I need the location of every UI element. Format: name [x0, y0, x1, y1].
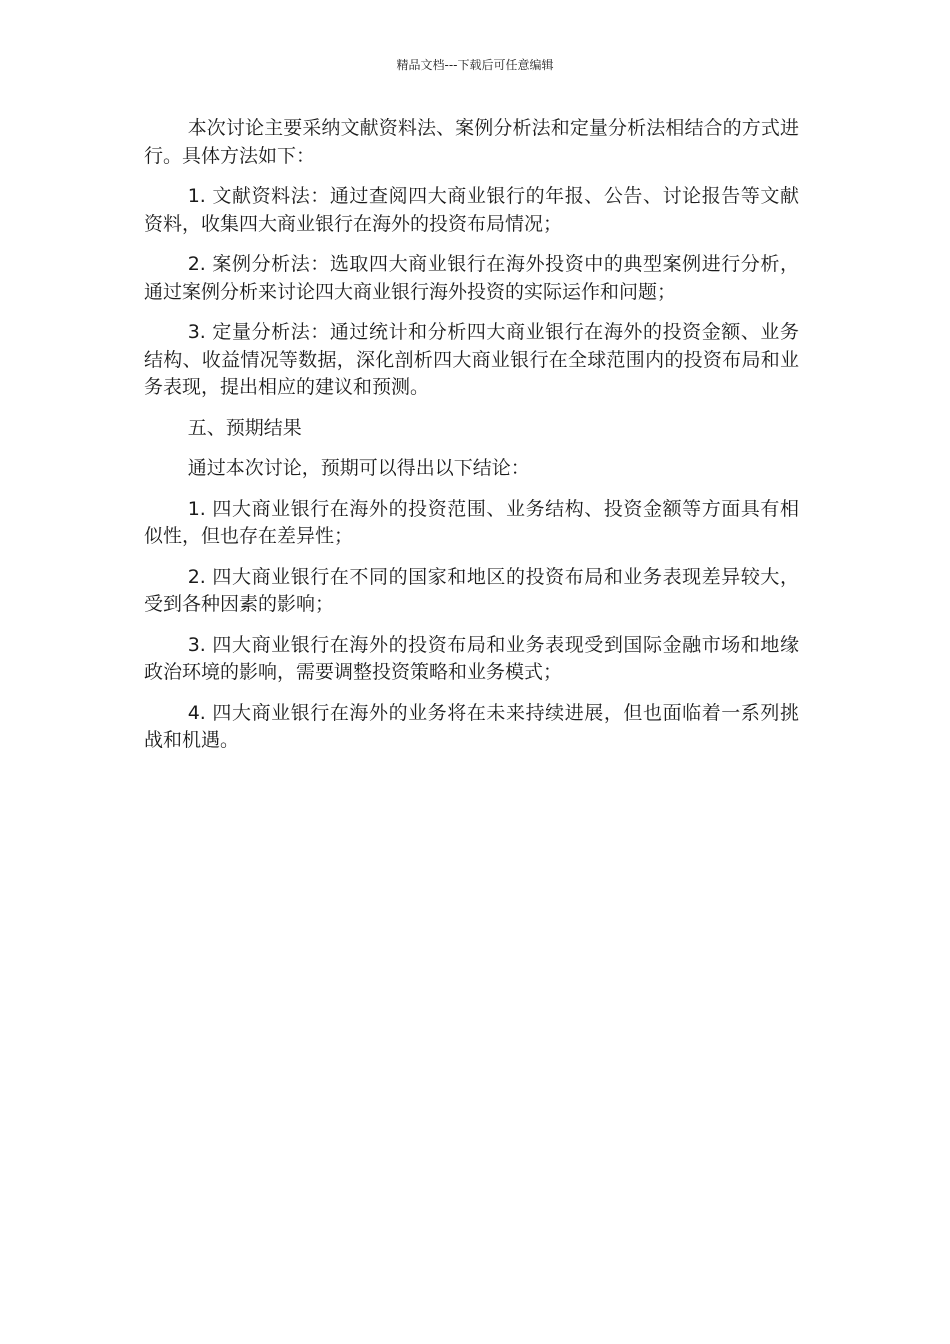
paragraph-result-4: 4. 四大商业银行在海外的业务将在未来持续进展，但也面临着一系列挑战和机遇。: [144, 701, 799, 751]
paragraph-results-intro: 通过本次讨论，预期可以得出以下结论：: [187, 457, 530, 479]
paragraph-method-3: 3. 定量分析法：通过统计和分析四大商业银行在海外的投资金额、业务结构、收益情况等数据，深化剖析四大商业银行在全球范围内的投资布局和业务表现，提出相应的建议和预测。: [144, 321, 799, 398]
paragraph-method-2: 2. 案例分析法：选取四大商业银行在海外投资中的典型案例进行分析，通过案例分析来讨论四大商业银行海外投资的实际运作和问题；: [144, 253, 799, 303]
paragraph-methods-intro: 本次讨论主要采纳文献资料法、案例分析法和定量分析法相结合的方式进行。具体方法如下：: [144, 117, 799, 167]
paragraph-result-1: 1. 四大商业银行在海外的投资范围、业务结构、投资金额等方面具有相似性，但也存在差异性；: [144, 497, 799, 547]
section-heading-expected-results: 五、预期结果: [187, 416, 302, 439]
page-header: 精品文档---下载后可任意编辑: [396, 58, 554, 72]
paragraph-result-3: 3. 四大商业银行在海外的投资布局和业务表现受到国际金融市场和地缘政治环境的影响，需要调整投资策略和业务模式；: [144, 633, 799, 683]
document-body: [144, 115, 799, 768]
paragraph-result-2: 2. 四大商业银行在不同的国家和地区的投资布局和业务表现差异较大，受到各种因素的影响；: [144, 565, 799, 615]
paragraph-method-1: 1. 文献资料法：通过查阅四大商业银行的年报、公告、讨论报告等文献资料，收集四大商业银行在海外的投资布局情况；: [144, 185, 799, 235]
